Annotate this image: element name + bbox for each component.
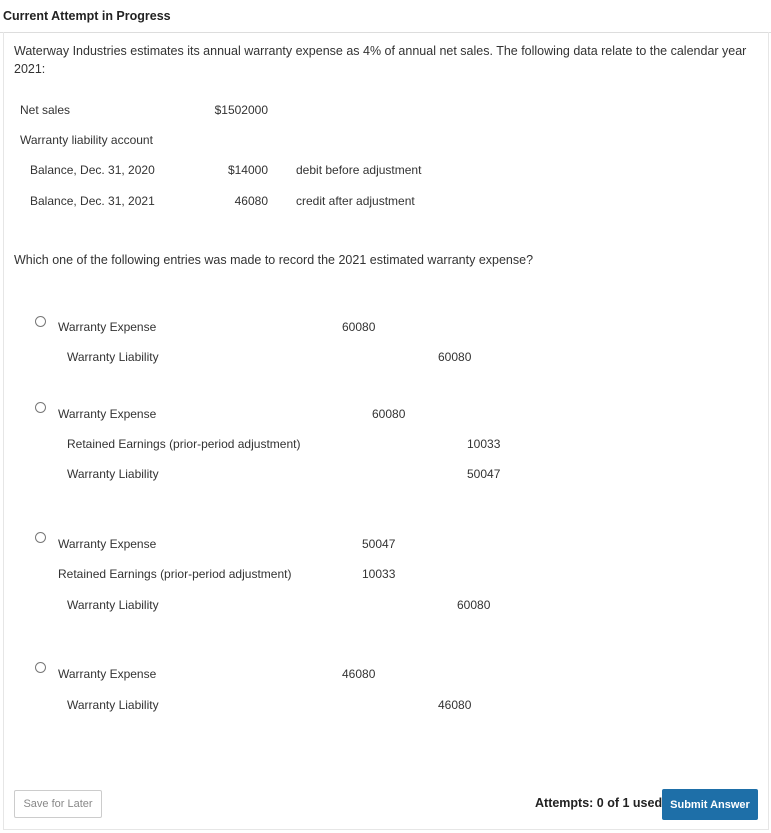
account-credit: Retained Earnings (prior-period adjustment) [67,437,301,451]
account-debit: Warranty Expense [58,667,157,681]
credit-amount: 10033 [467,437,501,451]
account-credit: Warranty Liability [67,467,159,481]
account-label: Warranty liability account [20,133,153,147]
net-sales-value: $1502000 [214,103,268,117]
problem-text: Waterway Industries estimates its annual warranty expense as 4% of annual net sales. The following data relate to the calendar year 2021: [14,44,747,76]
account-credit: Warranty Liability [67,698,159,712]
radio-button[interactable] [35,662,46,673]
save-for-later-button[interactable]: Save for Later [14,790,102,818]
account-credit: Warranty Liability [67,350,159,364]
debit-amount: 60080 [372,407,406,421]
header-bar [0,0,771,33]
attempts-counter: Attempts: 0 of 1 used [535,796,663,810]
net-sales-label: Net sales [20,103,71,117]
account-debit: Warranty Expense [58,320,157,334]
radio-button[interactable] [35,402,46,413]
page-title: Current Attempt in Progress [3,9,171,23]
account-credit: Warranty Liability [67,598,159,612]
account-debit: Warranty Expense [58,407,157,421]
balance-2021-label: Balance, Dec. 31, 2021 [30,194,155,208]
balance-2021-note: credit after adjustment [296,194,415,208]
balance-2020-note: debit before adjustment [296,163,422,177]
account-debit: Retained Earnings (prior-period adjustment) [58,567,292,581]
submit-answer-button[interactable]: Submit Answer [662,789,758,820]
balance-2020-value: $14000 [227,163,268,177]
credit-amount: 60080 [438,350,472,364]
account-debit: Warranty Expense [58,537,157,551]
radio-button[interactable] [35,532,46,543]
question-text: Which one of the following entries was made to record the 2021 estimated warranty expense? [14,253,534,267]
debit-amount: 46080 [342,667,376,681]
radio-button[interactable] [35,316,46,327]
debit-amount: 50047 [362,537,396,551]
balance-2020-label: Balance, Dec. 31, 2020 [30,163,155,177]
debit-amount: 60080 [342,320,376,334]
credit-amount: 50047 [467,467,501,481]
credit-amount: 46080 [438,698,472,712]
balance-2021-value: 46080 [234,194,268,208]
debit-amount: 10033 [362,567,396,581]
credit-amount: 60080 [457,598,491,612]
